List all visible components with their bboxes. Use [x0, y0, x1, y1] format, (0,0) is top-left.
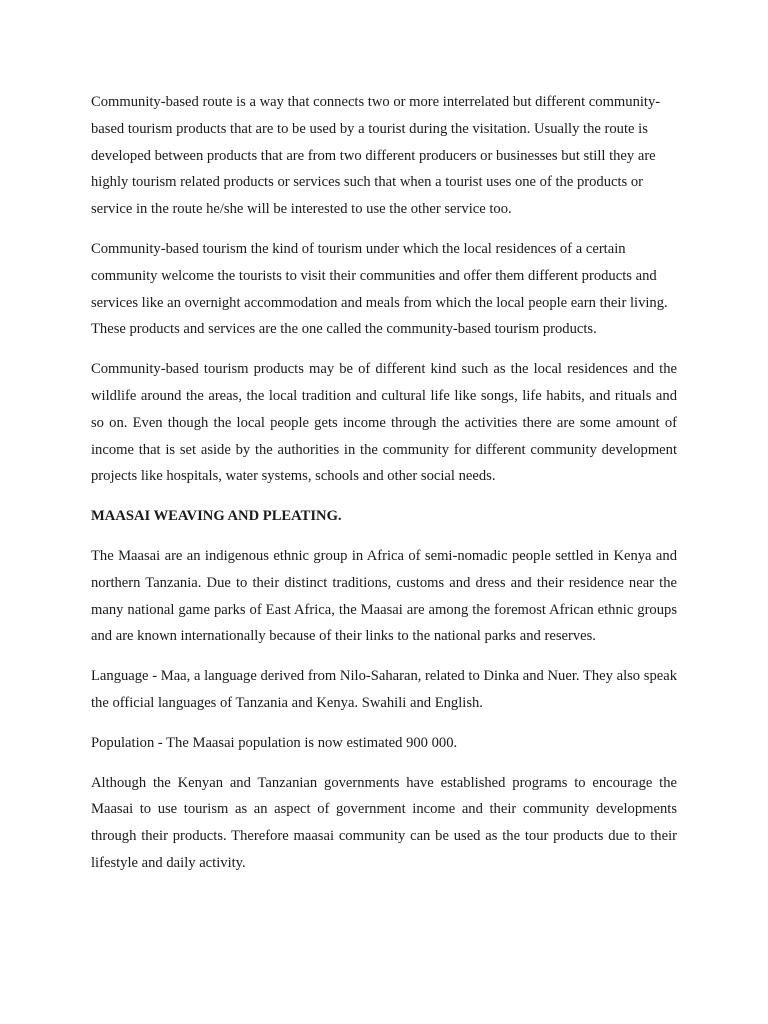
- paragraph-government-programs: Although the Kenyan and Tanzanian governments have established programs to encourage the Maasai to use tourism as an aspect of government income and their community developments through their products. Therefore maasai community can be used as the tour products due to their lifestyle and daily activity.: [91, 774, 677, 871]
- paragraph-population: Population - The Maasai population is now estimated 900 000.: [91, 734, 458, 751]
- section-heading: MAASAI WEAVING AND PLEATING.: [91, 508, 342, 525]
- document-page: [91, 89, 677, 890]
- paragraph-community-based-route: Community-based route is a way that connects two or more interrelated but different community-based tourism products that are to be used by a tourist during the visitation. Usually the route is developed between products that are from two different producers or businesses but still they are highly tourism related products or services such that when a tourist uses one of the products or service in the route he/she will be interested to use the other service too.: [91, 94, 661, 218]
- paragraph-language: Language - Maa, a language derived from Nilo-Saharan, related to Dinka and Nuer. They also speak the official languages of Tanzania and Kenya. Swahili and English.: [91, 668, 677, 711]
- paragraph-community-based-tourism: Community-based tourism the kind of tourism under which the local residences of a certain community welcome the tourists to visit their communities and offer them different products and services like an overnight accommodation and meals from which the local people earn their living. These products and services are the one called the community-based tourism products.: [91, 240, 668, 338]
- paragraph-tourism-products: Community-based tourism products may be of different kind such as the local residences and the wildlife around the areas, the local tradition and cultural life like songs, life habits, and rituals and so on. Even though the local people gets income through the activities there are some amount of income that is set aside by the authorities in the community for different community development projects like hospitals, water systems, schools and other social needs.: [91, 361, 677, 485]
- paragraph-maasai-intro: The Maasai are an indigenous ethnic group in Africa of semi-nomadic people settled in Kenya and northern Tanzania. Due to their distinct traditions, customs and dress and their residence near the many national game parks of East Africa, the Maasai are among the foremost African ethnic groups and are known internationally because of their links to the national parks and reserves.: [91, 547, 677, 645]
